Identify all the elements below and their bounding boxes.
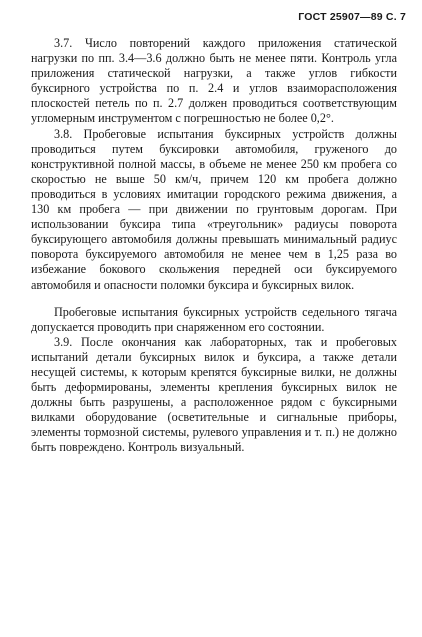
- paragraph-3-8: 3.8. Пробеговые испытания буксирных устройств должны проводиться путем буксировки автомобиля, груженого до конструктивной полной массы, в объеме не менее 250 км пробега со скоростью не выше 50 км/ч, причем 120 км пробега должно проводиться в условиях имитации городского режима движения, а 130 км пробега — при движении по грунтовым дорогам. При использовании буксира типа «треугольник» радиусы поворота буксирующего автомобиля должны превышать минимальный радиус поворота буксируемого автомобиля не менее чем в 1,25 раза во избежание бокового скольжения передней оси буксируемого автомобиля и опасности поломки буксира и буксирных вилок.: [31, 126, 397, 292]
- document-body: [31, 36, 397, 456]
- paragraph-saddle-tractor: Пробеговые испытания буксирных устройств седельного тягача допускается проводить при снаряженном его состоянии.: [31, 304, 397, 334]
- page-header: ГОСТ 25907—89 С. 7: [298, 11, 406, 23]
- paragraph-3-9: 3.9. После окончания как лабораторных, так и пробеговых испытаний детали буксирных вилок и буксира, а также детали несущей системы, к которым крепятся буксирные вилки, не должны быть деформированы, элементы крепления буксирных вилок не должны быть разрушены, а расположенное рядом с буксирными вилками оборудование (осветительные и сигнальные приборы, элементы тормозной системы, рулевого управления и т. п.) не должно быть повреждено. Контроль визуальный.: [31, 334, 397, 455]
- paragraph-3-7: 3.7. Число повторений каждого приложения статической нагрузки по пп. 3.4—3.6 должно быть не менее пяти. Контроль угла приложения статической нагрузки, а также углов гибкости буксирного устройства по п. 2.4 и углов взаиморасположения плоскостей петель по п. 2.7 должен проводиться соответствующим угломерным инструментом с погрешностью не более 0,2°.: [31, 36, 397, 126]
